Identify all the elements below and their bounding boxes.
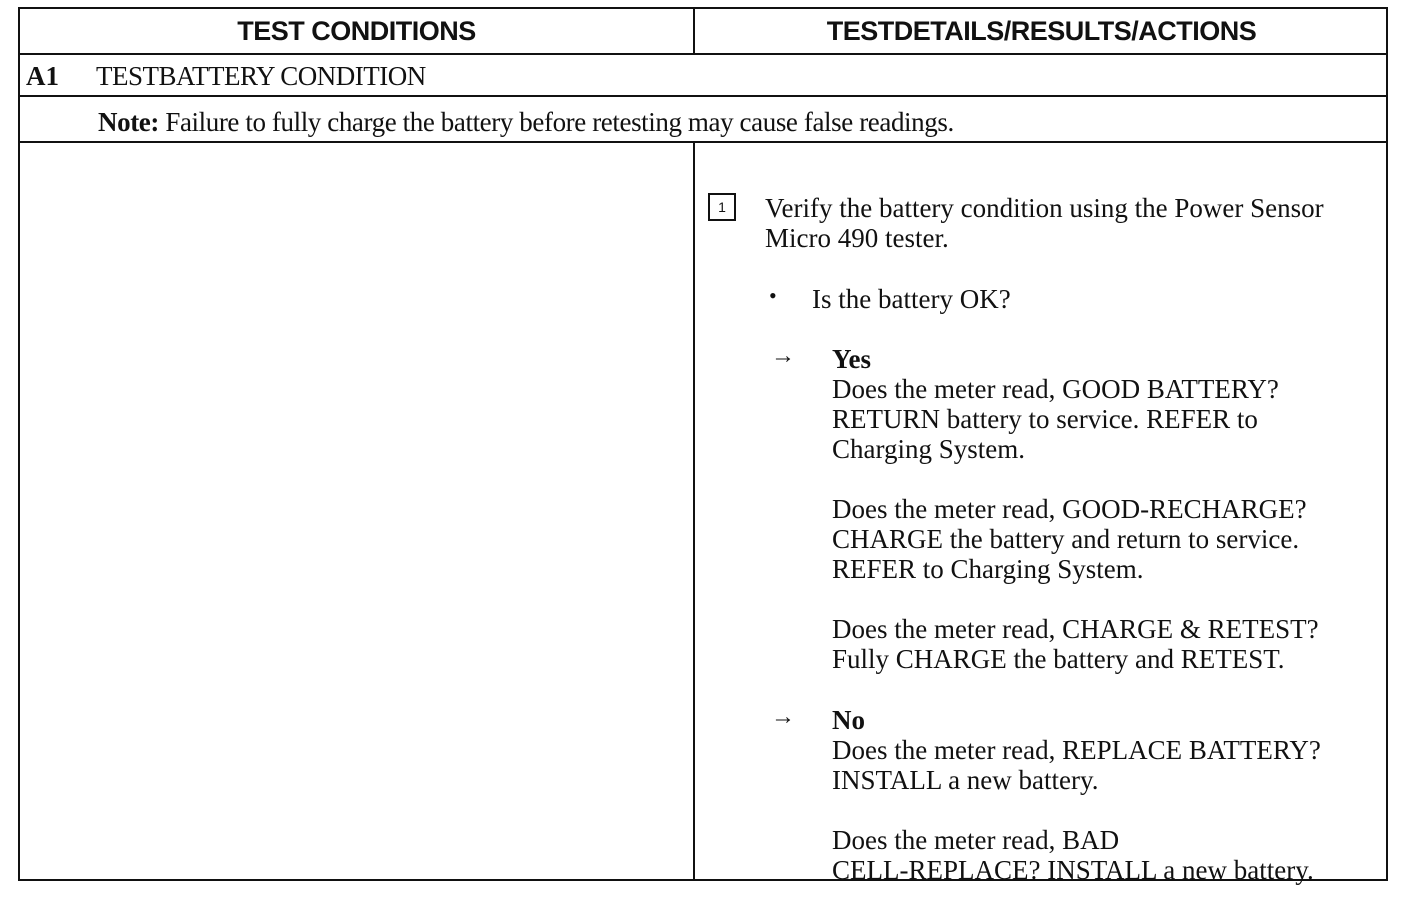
bullet-icon: • [769,283,777,308]
test-details-header: TESTDETAILS/RESULTS/ACTIONS [826,15,1257,46]
result-line: RETURN battery to service. REFER to [832,404,1258,434]
step-question: Is the battery OK? [812,284,1011,314]
arrow-right-icon: → [771,343,795,369]
step-number-box: 1 [708,193,736,221]
arrow-right-icon: → [771,704,795,730]
note [98,107,954,138]
no-result-bad-cell [832,825,1314,885]
result-line: Charging System. [832,434,1026,464]
section-id: A1 [26,61,59,91]
no-result-replace-battery [832,735,1321,795]
note-text: Failure to fully charge the battery before retesting may cause false readings. [165,107,954,137]
result-line: CELL-REPLACE? INSTALL a new battery. [832,855,1314,885]
result-line: REFER to Charging System. [832,554,1144,584]
step-instruction-line: Micro 490 tester. [765,223,949,253]
test-conditions-cell [20,143,695,879]
table-header [20,9,1386,55]
yes-result-good-recharge [832,494,1307,584]
result-line: Does the meter read, GOOD-RECHARGE? [832,494,1307,524]
result-line: Fully CHARGE the battery and RETEST. [832,644,1285,674]
no-label: No [832,705,865,735]
result-line: INSTALL a new battery. [832,765,1099,795]
test-conditions-header: TEST CONDITIONS [20,9,695,53]
section-row [20,55,1386,97]
yes-result-good-battery [832,374,1279,464]
result-line: CHARGE the battery and return to service. [832,524,1300,554]
yes-result-charge-retest [832,614,1319,674]
test-details-cell [695,143,1388,885]
step-instruction [765,193,1324,253]
step-instruction-line: Verify the battery condition using the Power Sensor [765,193,1324,223]
note-row [20,97,1386,143]
result-line: Does the meter read, CHARGE & RETEST? [832,614,1319,644]
section-title: TESTBATTERY CONDITION [96,61,426,91]
note-label: Note: [98,107,159,137]
result-line: Does the meter read, REPLACE BATTERY? [832,735,1321,765]
yes-label: Yes [832,344,871,374]
diagnostic-table [18,7,1388,885]
result-line: Does the meter read, BAD [832,825,1120,855]
result-line: Does the meter read, GOOD BATTERY? [832,374,1279,404]
